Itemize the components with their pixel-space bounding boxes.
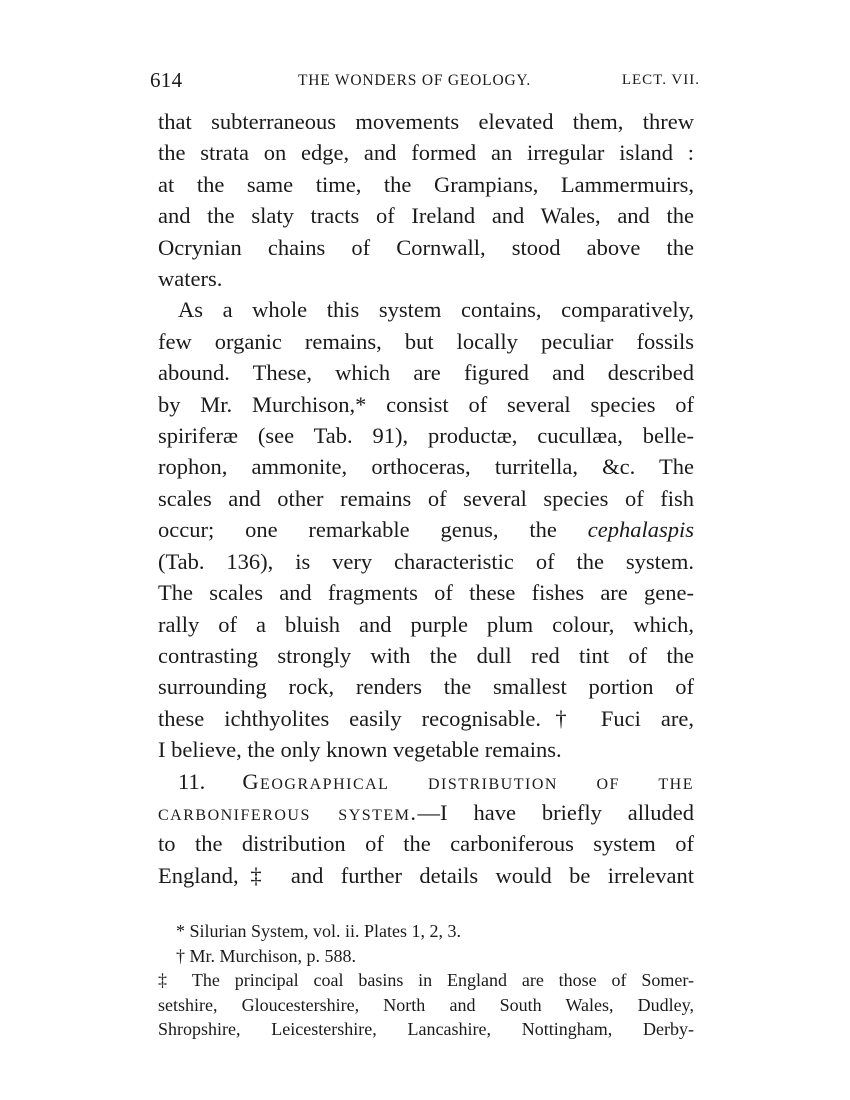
text-line xyxy=(158,797,694,828)
text-line: by Mr. Murchison,* consist of several species of xyxy=(158,391,694,417)
text-line: As a whole this system contains, comparatively, xyxy=(178,297,694,323)
text-line: to the distribution of the carboniferous system of xyxy=(158,831,694,857)
footnotes xyxy=(158,919,694,1042)
page-number: 614 xyxy=(150,68,183,92)
text-line xyxy=(158,514,694,545)
section-number: 11. xyxy=(178,768,206,794)
text-line: spiriferæ (see Tab. 91), productæ, cucullæa, belle- xyxy=(158,423,694,449)
text-fragment: —I have briefly alluded xyxy=(417,799,695,825)
text-line: waters. xyxy=(158,266,223,292)
footnote-line: setshire, Gloucestershire, North and South Wales, Dudley, xyxy=(158,994,694,1015)
text-line: surrounding rock, renders the smallest portion of xyxy=(158,674,694,700)
text-line: (Tab. 136), is very characteristic of the system. xyxy=(158,548,694,574)
text-line: that subterraneous movements elevated them, threw xyxy=(158,109,694,134)
text-line: abound. These, which are figured and described xyxy=(158,360,694,386)
text-line: rally of a bluish and purple plum colour, which, xyxy=(158,611,694,637)
footnote-line: ‡ The principal coal basins in England are those of Somer- xyxy=(158,970,694,991)
footnote-1: * Silurian System, vol. ii. Plates 1, 2, 3. xyxy=(176,921,462,942)
running-head xyxy=(150,58,700,92)
text-line: scales and other remains of several species of fish xyxy=(158,485,694,511)
paragraph-1 xyxy=(158,106,694,294)
footnote-line: Shropshire, Leicestershire, Lancashire, Nottingham, Derby- xyxy=(158,1019,694,1040)
section-heading: Geographical distribution of the xyxy=(242,768,695,794)
text-line: and the slaty tracts of Ireland and Wales, and the xyxy=(158,203,694,229)
text-line: Ocrynian chains of Cornwall, stood above the xyxy=(158,234,694,260)
text-line: at the same time, the Grampians, Lammermuirs, xyxy=(158,171,694,197)
text-line: few organic remains, but locally peculiar fossils xyxy=(158,328,694,354)
paragraph-3 xyxy=(158,766,694,892)
text-line: these ichthyolites easily recognisable.† Fuci are, xyxy=(158,705,694,731)
text-line: the strata on edge, and formed an irregular island : xyxy=(158,140,694,166)
text-line: I believe, the only known vegetable remains. xyxy=(158,737,562,763)
section-heading-line xyxy=(158,766,694,797)
section-heading-continued: carboniferous system. xyxy=(158,799,418,825)
paragraph-2 xyxy=(158,294,694,765)
running-title: THE WONDERS OF GEOLOGY. xyxy=(298,72,532,89)
text-fragment: occur; one remarkable genus, the xyxy=(158,517,557,543)
lecture-label: LECT. VII. xyxy=(621,72,700,88)
text-line: rophon, ammonite, orthoceras, turritella, &c. The xyxy=(158,454,694,480)
body-text xyxy=(158,106,694,891)
book-page xyxy=(150,58,700,1042)
genus-name: cephalaspis xyxy=(587,517,695,543)
text-line: contrasting strongly with the dull red tint of the xyxy=(158,642,694,668)
text-line: The scales and fragments of these fishes are gene- xyxy=(158,580,694,606)
footnote-2: † Mr. Murchison, p. 588. xyxy=(176,945,356,966)
text-line: England,‡ and further details would be irrelevant xyxy=(158,862,694,888)
footnote-3 xyxy=(158,968,694,1042)
